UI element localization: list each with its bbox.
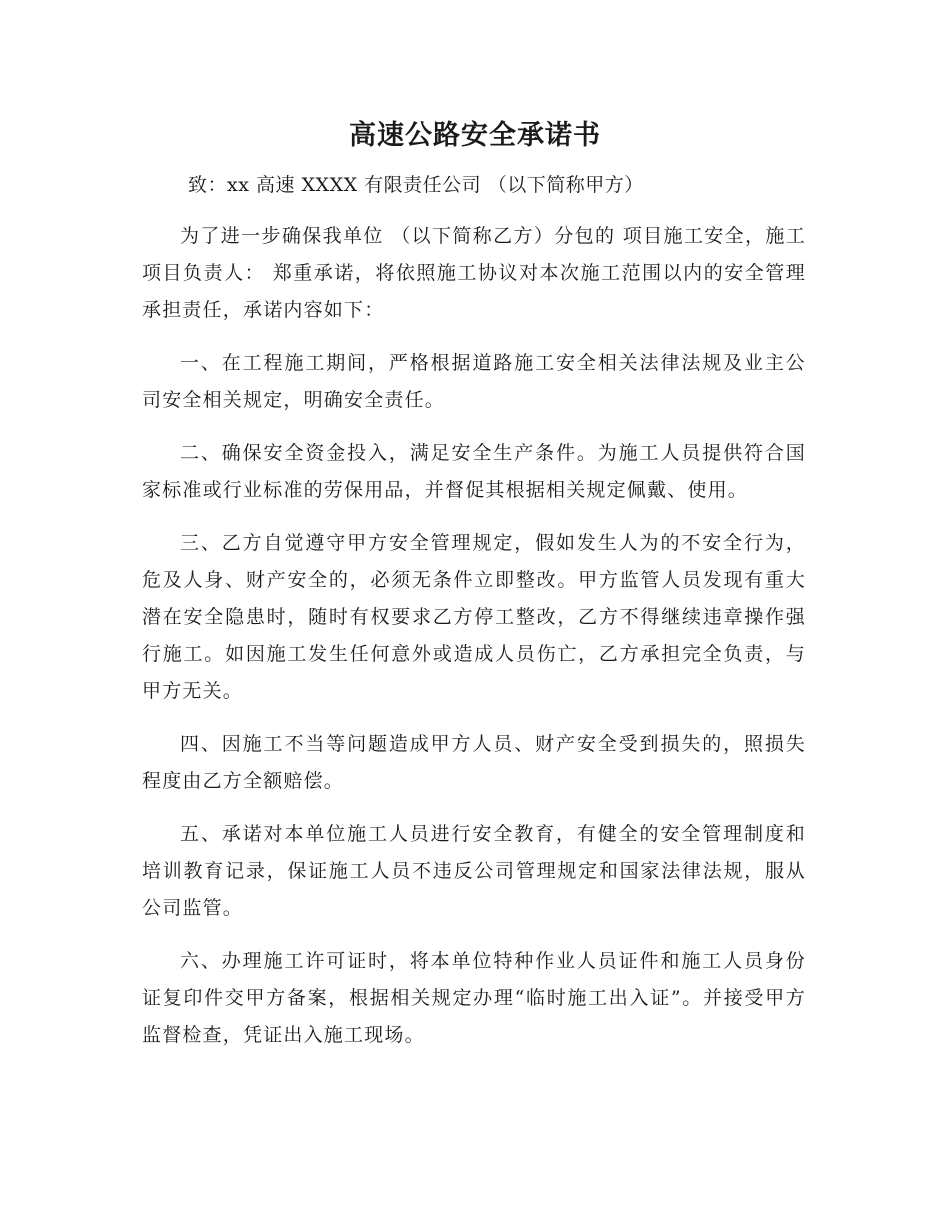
document-body xyxy=(142,218,806,1070)
paragraph-intro: 为了进一步确保我单位 （以下简称乙方）分包的 项目施工安全，施工项目负责人： 郑重承诺，将依照施工协议对本次施工范围以内的安全管理承担责任，承诺内容如下： xyxy=(142,225,806,321)
paragraph-clause-1: 一、在工程施工期间，严格根据道路施工安全相关法律法规及业主公司安全相关规定，明确安全责任。 xyxy=(142,352,806,411)
paragraph-clause-2: 二、确保安全资金投入，满足安全生产条件。为施工人员提供符合国家标准或行业标准的劳保用品，并督促其根据相关规定佩戴、使用。 xyxy=(142,442,806,501)
addressee-line: 致：xx 高速 XXXX 有限责任公司 （以下简称甲方） xyxy=(188,174,644,196)
paragraph-clause-6: 六、办理施工许可证时，将本单位特种作业人员证件和施工人员身份证复印件交甲方备案，根据相关规定办理“临时施工出入证”。并接受甲方监督检查，凭证出入施工现场。 xyxy=(142,950,806,1046)
paragraph-clause-3: 三、乙方自觉遵守甲方安全管理规定，假如发生人为的不安全行为，危及人身、财产安全的，必须无条件立即整改。甲方监管人员发现有重大潜在安全隐患时，随时有权要求乙方停工整改，乙方不得继续违章操作强行施工。如因施工发生任何意外或造成人员伤亡，乙方承担完全负责，与甲方无关。 xyxy=(142,532,806,702)
paragraph-clause-4: 四、因施工不当等问题造成甲方人员、财产安全受到损失的，照损失程度由乙方全额赔偿。 xyxy=(142,733,806,792)
document-title: 高速公路安全承诺书 xyxy=(349,120,601,151)
paragraph-clause-5: 五、承诺对本单位施工人员进行安全教育，有健全的安全管理制度和培训教育记录，保证施工人员不违反公司管理规定和国家法律法规，服从公司监管。 xyxy=(142,823,806,919)
